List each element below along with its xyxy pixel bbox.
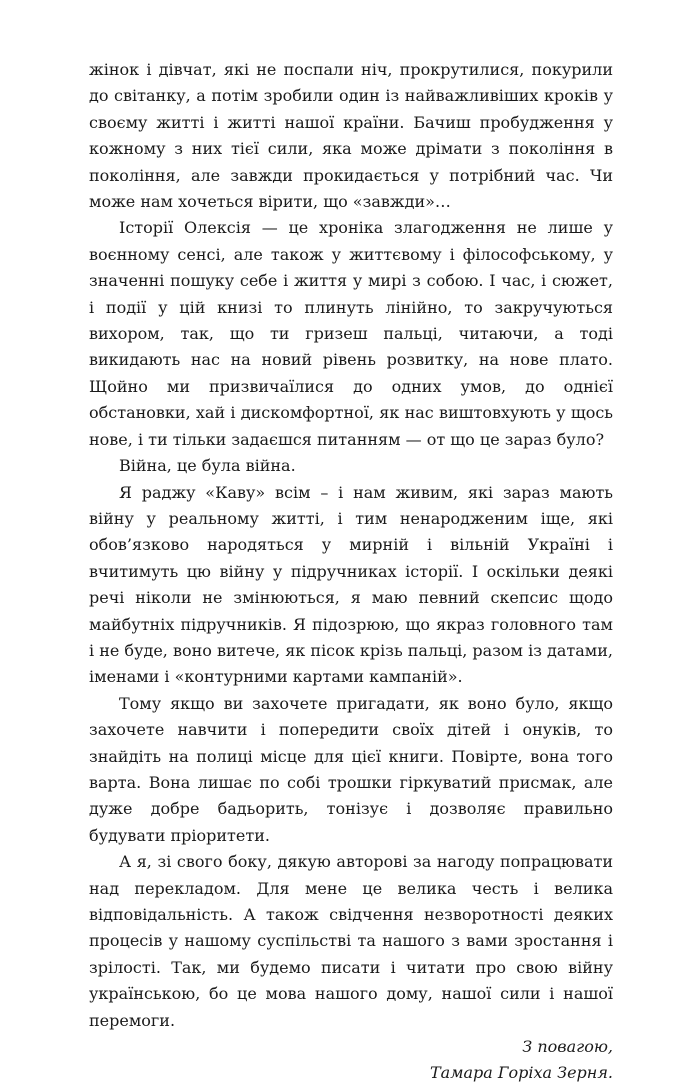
document-page — [89, 57, 613, 1087]
paragraph-3: Війна, це була війна. — [119, 456, 296, 476]
paragraph-2: Історії Олексія — це хроніка злагодження не лише у воєнному сенсі, але також у життєвому і філософському, у значенні пошуку себе і життя у мирі з собою. І час, і сюжет, і події у цій книзі то плинуть лінійно, то закручуються вихором, так, що ти гризеш пальці, читаючи, а тоді викидають нас на новий рівень розвитку, на нове плато. Щойно ми призвичаїлися до одних умов, до однієї обстановки, хай і дискомфортної, як нас виштовхують у щось нове, і ти тільки задаєшся питанням — от що це зараз було? — [89, 218, 613, 449]
signature-name: Тамара Горіха Зерня. — [429, 1063, 613, 1083]
paragraph-4: Я раджу «Каву» всім – і нам живим, які зараз мають війну у реальному житті, і тим ненародженим іще, які обов’язково народяться у мирній і вільній Україні і вчитимуть цю війну у підручниках історії. І оскільки деякі речі ніколи не змінюються, я маю певний скепсис щодо майбутніх підручників. Я підозрюю, що якраз головного там і не буде, воно витече, як пісок крізь пальці, разом із датами, іменами і «контурними картами кампаній». — [89, 482, 613, 687]
paragraph-1: жінок і дівчат, які не поспали ніч, прокрутилися, покурили до світанку, а потім зробили один із найважливіших кроків у своєму житті і житті нашої країни. Бачиш пробудження у кожному з них тієї сили, яка може дрімати з покоління в покоління, але завжди прокидається у потрібний час. Чи може нам хочеться вірити, що «завжди»… — [89, 60, 613, 212]
signature-closing: З повагою, — [522, 1037, 613, 1057]
signature-block — [89, 1034, 613, 1087]
paragraph-5: Тому якщо ви захочете пригадати, як воно було, якщо захочете навчити і попередити своїх дітей і онуків, то знайдіть на полиці місце для цієї книги. Повірте, вона того варта. Вона лишає по собі трошки гіркуватий присмак, але дуже добре бадьорить, тонізує і дозволяє правильно будувати пріоритети. — [89, 693, 613, 845]
paragraph-6: А я, зі свого боку, дякую авторові за нагоду попрацювати над перекладом. Для мене це велика честь і велика відповідальність. А також свідчення незворотності деяких процесів у нашому суспільстві та нашого з вами зростання і зрілості. Так, ми будемо писати і читати про свою війну українською, бо це мова нашого дому, нашої сили і нашої перемоги. — [89, 852, 613, 1030]
